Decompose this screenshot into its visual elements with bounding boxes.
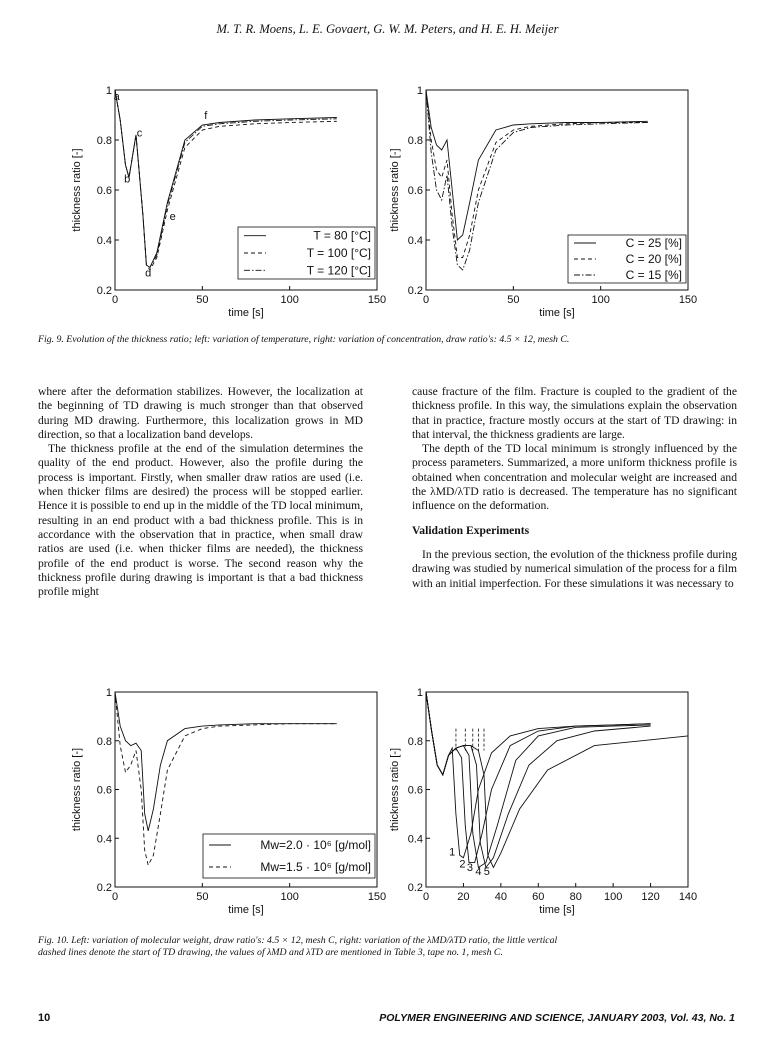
y-tick-label: 0.6 xyxy=(96,185,112,197)
series-line xyxy=(426,692,651,868)
fig9-right-chart xyxy=(386,80,716,325)
left-paragraph-2: The thickness profile at the end of the simulation determines the quality of the end product. However, also the profile during the process is important. Firstly, when smaller draw ratios are used (i.e. when thicker films are desired) the process will be stopped earlier. Hence it is possible to end up in the middle of the TD local minimum, resulting in an end product with a bad thickness profile. This is in accordance with the observation that in practice, when small draw ratios are used (i.e. when thicker films are needed), the thickness profile of the end product is worse. The second reason why the thickness profile during drawing is important is that a bad thickness profile might xyxy=(38,442,363,599)
annotation-label: f xyxy=(204,109,208,122)
x-tick-label: 150 xyxy=(367,891,387,903)
page-number: 10 xyxy=(38,1012,51,1024)
x-tick-label: 100 xyxy=(591,294,610,306)
y-tick-label: 0.8 xyxy=(407,735,423,748)
x-tick-label: 60 xyxy=(532,891,545,903)
x-tick-label: 100 xyxy=(280,891,299,903)
series-line xyxy=(115,692,337,831)
y-tick-label: 1 xyxy=(416,85,423,97)
x-axis-label: time [s] xyxy=(539,904,575,916)
legend-label: C = 20 [%] xyxy=(625,252,682,266)
journal-footer: POLYMER ENGINEERING AND SCIENCE, JANUARY 2003, Vol. 43, No. 1 xyxy=(379,1012,735,1024)
y-tick-label: 0.8 xyxy=(407,135,423,147)
annotation-label: a xyxy=(113,91,120,103)
legend-label: T = 120 [°C] xyxy=(306,263,371,278)
fig9-caption: Fig. 9. Evolution of the thickness ratio; left: variation of temperature, right: variation of concentration, draw ratio's: 4.5 × 12, mesh C. xyxy=(38,334,570,345)
y-tick-label: 0.2 xyxy=(96,882,112,894)
annotation-label: d xyxy=(145,267,152,280)
left-column xyxy=(38,385,363,599)
annotation-label: b xyxy=(124,173,131,186)
right-paragraph-2: The depth of the TD local minimum is strongly influenced by the process parameters. Summarized, a more uniform thickness profile is obtained when concentration and molecular weight are increased and the λMD/λTD ratio is decreased. The temperature has no significant influence on the deformation. xyxy=(412,442,737,513)
y-tick-label: 0.4 xyxy=(96,833,112,846)
legend-label: C = 25 [%] xyxy=(625,236,682,250)
y-tick-label: 0.8 xyxy=(96,735,112,748)
y-tick-label: 0.6 xyxy=(96,784,112,797)
fig10-caption-line-1: Fig. 10. Left: variation of molecular weight, draw ratio's: 4.5 × 12, mesh C, right: variation of the λMD/λTD ratio, the little vertical xyxy=(38,935,558,946)
fig10-right-chart xyxy=(386,682,716,922)
annotation-label: e xyxy=(169,211,176,223)
annotation-label: 2 xyxy=(459,858,466,871)
section-heading: Validation Experiments xyxy=(412,523,530,537)
annotation-label: c xyxy=(136,127,143,140)
y-tick-label: 1 xyxy=(105,85,112,97)
fig10-caption xyxy=(38,935,738,959)
y-tick-label: 0.2 xyxy=(407,285,423,297)
annotation-label: 4 xyxy=(475,865,482,878)
x-tick-label: 150 xyxy=(367,294,387,306)
y-tick-label: 0.4 xyxy=(407,235,423,247)
series-line xyxy=(426,692,651,858)
x-tick-label: 0 xyxy=(422,294,430,306)
x-tick-label: 50 xyxy=(507,294,520,306)
series-line xyxy=(426,692,651,868)
fig10-caption-line-2: dashed lines denote the start of TD drawing, the values of λMD and λTD are mentioned in Table 3, tape no. 1, mesh C. xyxy=(38,947,503,958)
annotation-label: 3 xyxy=(466,862,474,875)
legend-label: Mw=1.5 · 10⁶ [g/mol] xyxy=(260,860,371,874)
y-tick-label: 0.4 xyxy=(96,235,112,247)
x-tick-label: 150 xyxy=(678,294,698,306)
legend-label: Mw=2.0 · 10⁶ [g/mol] xyxy=(260,838,371,852)
annotation-label: 5 xyxy=(483,865,490,878)
x-tick-label: 0 xyxy=(422,891,430,903)
right-paragraph-3: In the previous section, the evolution of the thickness profile during drawing was studied by numerical simulation of the process for a film with an initial imperfection. For these simulations it was necessary to xyxy=(412,547,737,590)
y-tick-label: 0.6 xyxy=(407,185,423,197)
annotation-label: 1 xyxy=(449,846,456,859)
x-tick-label: 20 xyxy=(457,891,470,903)
fig9-left-chart xyxy=(68,80,388,325)
x-tick-label: 100 xyxy=(280,294,299,306)
x-axis-label: time [s] xyxy=(228,904,264,916)
legend-label: T = 100 [°C] xyxy=(306,246,371,260)
right-paragraph-1: cause fracture of the film. Fracture is coupled to the gradient of the thickness profile. In this way, the simulations explain the observation that in practice, fracture mostly occurs at the start of TD drawing: in that interval, the thickness gradients are large. xyxy=(412,385,737,441)
y-tick-label: 0.2 xyxy=(407,882,423,894)
legend-label: T = 80 [°C] xyxy=(313,228,371,243)
series-line xyxy=(426,90,648,240)
y-tick-label: 0.6 xyxy=(407,784,423,797)
x-tick-label: 50 xyxy=(196,891,209,903)
y-tick-label: 0.4 xyxy=(407,833,423,846)
y-axis-label: thickness ratio [-] xyxy=(389,747,401,832)
x-tick-label: 140 xyxy=(678,891,698,903)
series-line xyxy=(426,692,651,863)
x-axis-label: time [s] xyxy=(228,307,264,319)
x-tick-label: 50 xyxy=(196,294,209,306)
y-axis-label: thickness ratio [-] xyxy=(71,747,83,832)
y-tick-label: 0.8 xyxy=(96,135,112,147)
x-tick-label: 100 xyxy=(603,891,623,903)
y-axis-label: thickness ratio [-] xyxy=(389,148,401,232)
x-tick-label: 0 xyxy=(111,294,119,306)
series-line xyxy=(426,692,688,868)
y-axis-label: thickness ratio [-] xyxy=(71,148,83,232)
x-tick-label: 0 xyxy=(111,891,119,903)
right-column xyxy=(412,385,737,591)
legend-label: C = 15 [%] xyxy=(625,268,682,282)
x-tick-label: 40 xyxy=(494,891,507,903)
left-paragraph-1: where after the deformation stabilizes. However, the localization at the beginning of TD drawing is much stronger than that observed during MD drawing. Furthermore, this localization grows in MD direction, so that a localization band develops. xyxy=(38,385,363,441)
series-line xyxy=(426,90,648,258)
y-tick-label: 0.2 xyxy=(96,285,112,297)
x-tick-label: 80 xyxy=(569,891,582,903)
x-tick-label: 120 xyxy=(641,891,660,903)
y-tick-label: 1 xyxy=(105,687,112,699)
y-tick-label: 1 xyxy=(416,687,423,699)
running-header: M. T. R. Moens, L. E. Govaert, G. W. M. Peters, and H. E. H. Meijer xyxy=(216,22,559,36)
fig10-left-chart xyxy=(68,682,388,922)
x-axis-label: time [s] xyxy=(539,307,575,319)
